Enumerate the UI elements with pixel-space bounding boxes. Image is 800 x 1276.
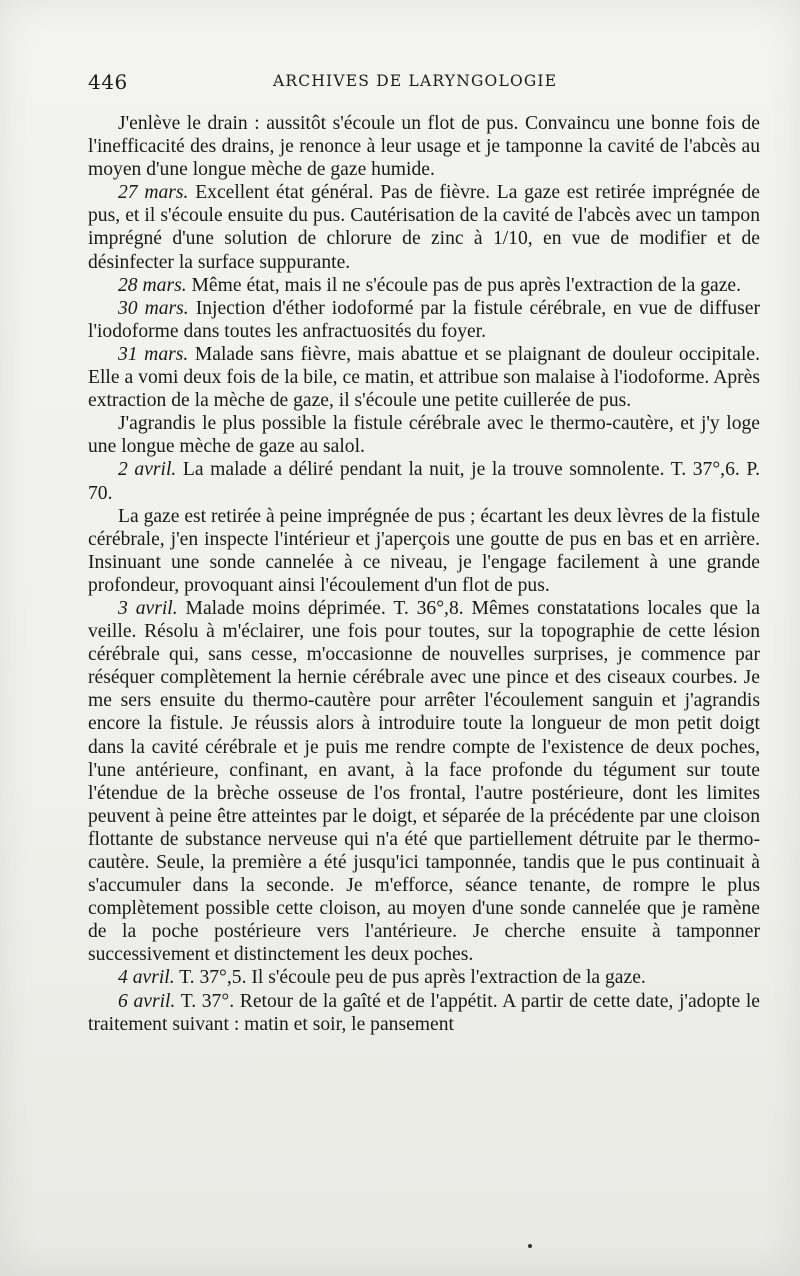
entry-date: 31 mars. <box>118 343 189 365</box>
paragraph <box>88 343 760 412</box>
paragraph <box>88 181 760 273</box>
paragraph <box>88 274 760 297</box>
paragraph <box>88 990 760 1036</box>
entry-date: 4 avril. <box>118 967 175 989</box>
page-header <box>88 70 768 100</box>
entry-date: 3 avril. <box>118 597 178 619</box>
paragraph-text: T. 37°. Retour de la gaîté et de l'appétit. A partir de cette date, j'adopte le traitement suivant : matin et soir, le pansement <box>88 990 760 1035</box>
paragraph <box>88 597 760 967</box>
entry-date: 27 mars. <box>118 182 189 204</box>
paragraph-text: La gaze est retirée à peine imprégnée de pus ; écartant les deux lèvres de la fistule cérébrale, j'en inspecte l'intérieur et j'aperçois une goutte de pus en bas et en arrière. Insinuant une sonde cannelée à ce niveau, je l'engage facilement à une grande profondeur, provoquant ainsi l'écoulement d'un flot de pus. <box>88 505 760 596</box>
paragraph <box>88 966 760 989</box>
paragraph-text: La malade a déliré pendant la nuit, je la trouve somnolente. T. 37°,6. P. 70. <box>88 459 760 504</box>
entry-date: 30 mars. <box>118 297 189 319</box>
running-head: ARCHIVES DE LARYNGOLOGIE <box>273 72 558 90</box>
paragraph-text: J'enlève le drain : aussitôt s'écoule un flot de pus. Convaincu une bonne fois de l'inefficacité des drains, je renonce à leur usage et je tamponne la cavité de l'abcès au moyen d'une longue mèche de gaze humide. <box>88 113 760 181</box>
paragraph-text: Excellent état général. Pas de fièvre. La gaze est retirée imprégnée de pus, et il s'écoule ensuite du pus. Cautérisation de la cavité de l'abcès avec un tampon imprégné d'une solution de chlorure de zinc à 1/10, en vue de modifier et de désinfecter la surface suppurante. <box>88 182 760 273</box>
paragraph-text: J'agrandis le plus possible la fistule cérébrale avec le thermo-cautère, et j'y loge une longue mèche de gaze au salol. <box>88 413 760 458</box>
entry-date: 2 avril. <box>118 459 177 481</box>
printer-mark-dot <box>528 1244 532 1248</box>
paragraph <box>88 412 760 458</box>
paragraph-text: T. 37°,5. Il s'écoule peu de pus après l'extraction de la gaze. <box>179 967 646 989</box>
paragraph-text: Malade sans fièvre, mais abattue et se plaignant de douleur occipitale. Elle a vomi deux fois de la bile, ce matin, et attribue son malaise à l'iodoforme. Après extraction de la mèche de gaze, il s'écoule une petite cuillerée de pus. <box>88 343 760 412</box>
paragraph <box>88 297 760 343</box>
body-text <box>88 112 760 1036</box>
page-number: 446 <box>88 70 128 94</box>
paragraph <box>88 505 760 597</box>
paragraph <box>88 458 760 504</box>
entry-date: 6 avril. <box>118 990 176 1012</box>
paragraph-text: Injection d'éther iodoformé par la fistule cérébrale, en vue de diffuser l'iodoforme dans toutes les anfractuosités du foyer. <box>88 297 760 342</box>
entry-date: 28 mars. <box>118 274 187 296</box>
paragraph <box>88 112 760 181</box>
paragraph-text: Même état, mais il ne s'écoule pas de pus après l'extraction de la gaze. <box>191 274 741 296</box>
paragraph-text: Malade moins déprimée. T. 36°,8. Mêmes constatations locales que la veille. Résolu à m'éclairer, une fois pour toutes, sur la topographie de cette lésion cérébrale qui, sans cesse, m'occasionne de nouvelles surprises, je commence par réséquer complètement la hernie cérébrale avec une pince et des ciseaux courbes. Je me sers ensuite du thermo-cautère pour arrêter l'écoulement sanguin et j'agrandis encore la fistule. Je réussis alors à introduire toute la longueur de mon petit doigt dans la cavité cérébrale et je puis me rendre compte de l'existence de deux poches, l'une antérieure, confinant, en avant, à la face profonde du tégument sur toute l'étendue de la brèche osseuse de l'os frontal, l'autre postérieure, dont les limites peuvent à peine être atteintes par le doigt, et séparée de la précédente par une cloison flottante de substance nerveuse qui n'a été que partiellement détruite par le thermo-cautère. Seule, la première a été jusqu'ici tamponnée, tandis que le pus continuait à s'accumuler dans la seconde. Je m'efforce, séance tenante, de rompre le plus complètement possible cette cloison, au moyen d'une sonde cannelée que je ramène de la poche postérieure vers l'antérieure. Je cherche ensuite à tamponner successivement et distinctement les deux poches. <box>88 597 760 966</box>
